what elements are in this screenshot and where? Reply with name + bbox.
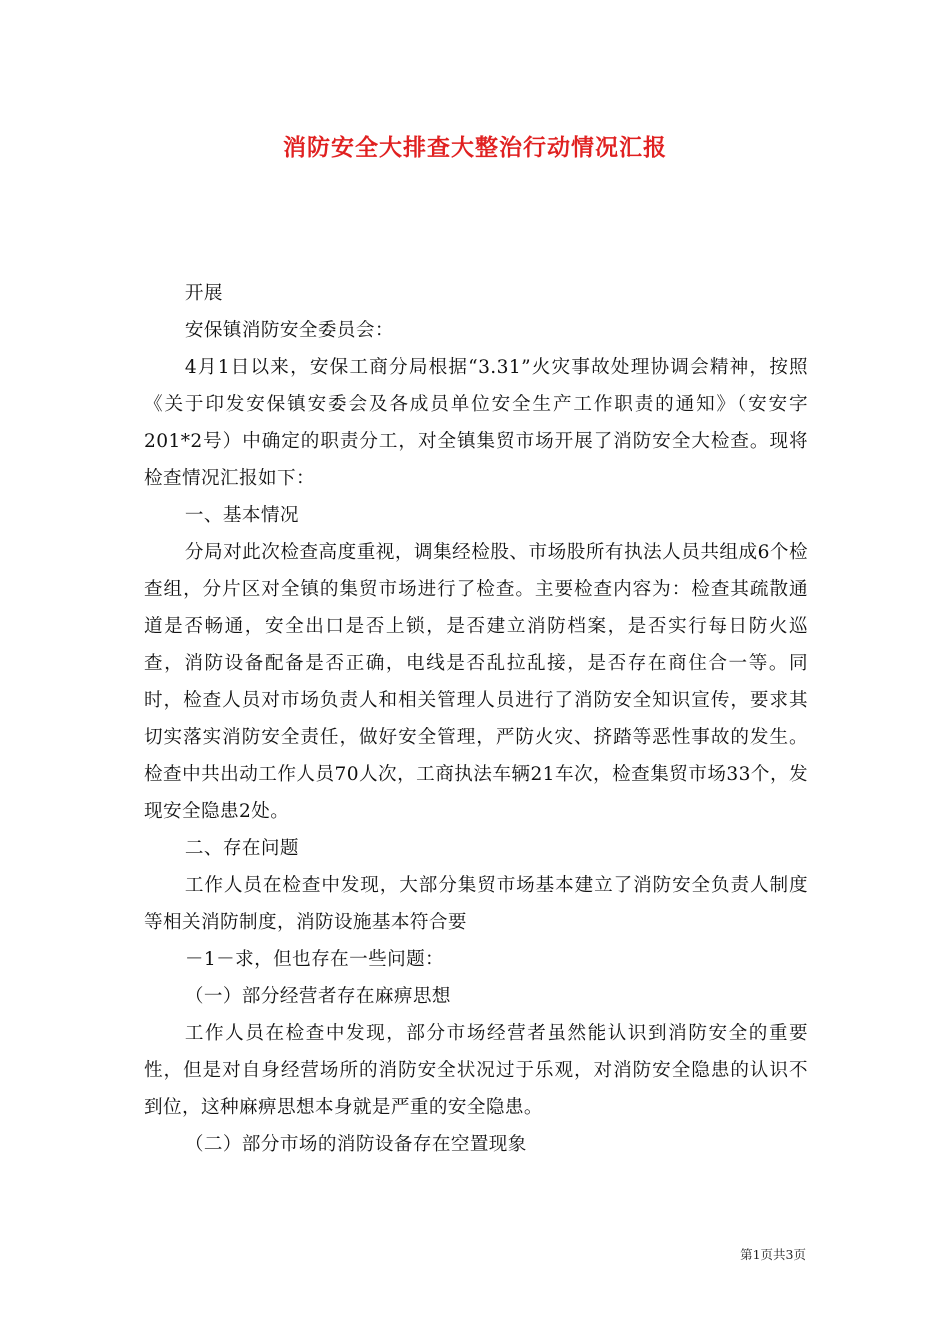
- section-heading-basic-situation: 一、基本情况: [184, 505, 299, 526]
- paragraph-problems-continued: －1－求，但也存在一些问题：: [184, 949, 445, 970]
- subheading-problem-2: （二）部分市场的消防设备存在空置现象: [184, 1134, 527, 1155]
- page-title: 消防安全大排查大整治行动情况汇报: [283, 134, 667, 161]
- subheading-problem-1: （一）部分经营者存在麻痹思想: [184, 986, 451, 1007]
- section-heading-problems: 二、存在问题: [184, 838, 299, 859]
- paragraph-intro: 4月1日以来，安保工商分局根据“3.31”火灾事故处理协调会精神，按照《关于印发安保镇安委会及各成员单位安全生产工作职责的通知》（安安字201*2号）中确定的职责分工，对全镇集贸市场开展了消防安全大检查。现将检查情况汇报如下：: [144, 357, 808, 489]
- paragraph-problem-1: 工作人员在检查中发现，部分市场经营者虽然能认识到消防安全的重要性，但是对自身经营场所的消防安全状况过于乐观，对消防安全隐患的认识不到位，这种麻痹思想本身就是严重的安全隐患。: [144, 1023, 808, 1118]
- paragraph-salutation: 安保镇消防安全委员会：: [184, 320, 394, 341]
- paragraph-basic-situation: 分局对此次检查高度重视，调集经检股、市场股所有执法人员共组成6个检查组，分片区对全镇的集贸市场进行了检查。主要检查内容为：检查其疏散通道是否畅通，安全出口是否上锁，是否建立消防档案，是否实行每日防火巡查，消防设备配备是否正确，电线是否乱拉乱接，是否存在商住合一等。同时，检查人员对市场负责人和相关管理人员进行了消防安全知识宣传，要求其切实落实消防安全责任，做好安全管理，严防火灾、挤踏等恶性事故的发生。检查中共出动工作人员70人次，工商执法车辆21车次，检查集贸市场33个，发现安全隐患2处。: [144, 542, 808, 822]
- page-indicator: 第1页共3页: [740, 1247, 806, 1262]
- paragraph-problems-intro: 工作人员在检查中发现，大部分集贸市场基本建立了消防安全负责人制度等相关消防制度，消防设施基本符合要: [144, 875, 808, 933]
- paragraph-opening: 开展: [184, 283, 223, 304]
- document-body: [144, 275, 808, 1163]
